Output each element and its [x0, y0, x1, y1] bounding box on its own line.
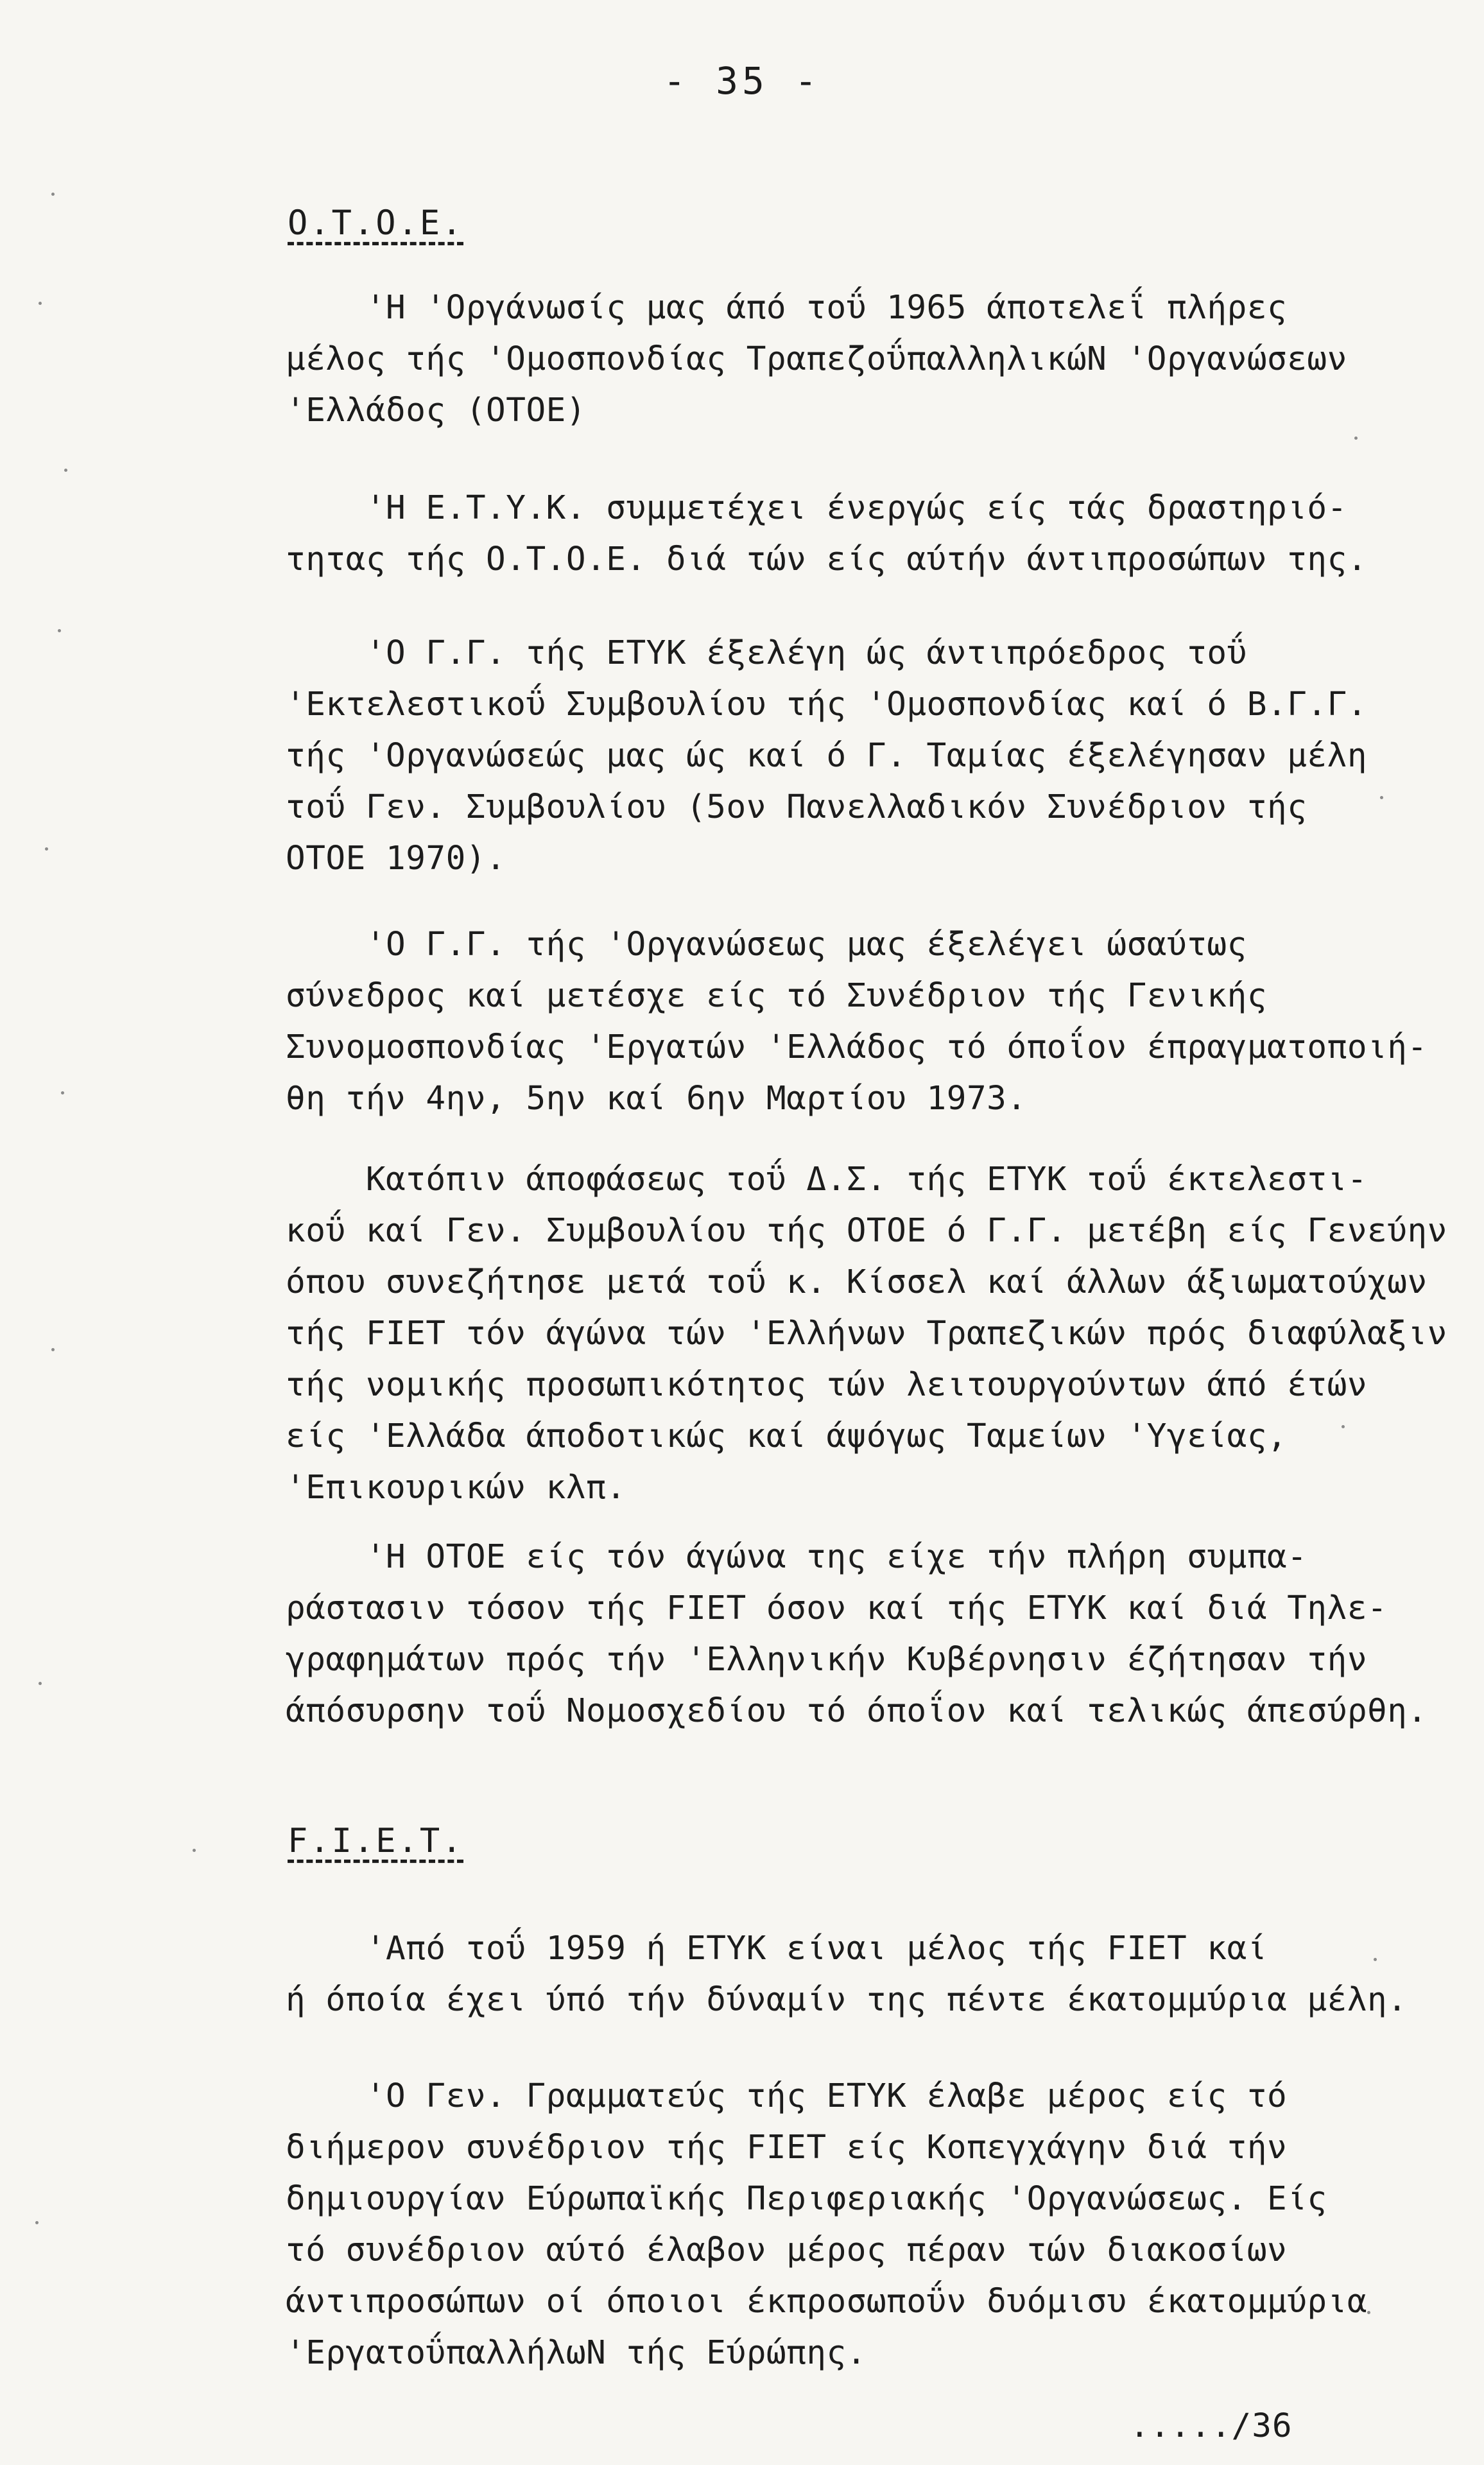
text-line: δημιουργίαν Εύρωπαϊκής Περιφεριακής 'Οργανώσεως. Είς: [286, 2180, 1327, 2218]
scan-speck: [1374, 1958, 1377, 1961]
page-number: - 35 -: [663, 59, 821, 103]
page-continuation-marker: ...../36: [1130, 2407, 1293, 2445]
text-line: τής νομικής προσωπικότητος τών λειτουργούντων άπό έτών: [286, 1366, 1368, 1404]
text-line: μέλος τής 'Ομοσπονδίας ΤραπεζοΰπαλληλικώΝ 'Οργανώσεων: [286, 340, 1347, 378]
text-line: 'Ελλάδος (ΟΤΟΕ): [286, 392, 587, 429]
text-line: τοΰ Γεν. Συμβουλίου (5ον Πανελλαδικόν Συνέδριον τής: [286, 788, 1307, 826]
text-line: 'Επικουρικών κλπ.: [286, 1469, 626, 1507]
text-line: όπου συνεζήτησε μετά τοΰ κ. Κίσσελ καί άλλων άξιωματούχων: [286, 1263, 1428, 1301]
text-line: ή όποία έχει ύπό τήν δύναμίν της πέντε έκατομμύρια μέλη.: [286, 1981, 1408, 2019]
text-line: ράστασιν τόσον τής FIET όσον καί τής ΕΤΥΚ καί διά Τηλε-: [286, 1589, 1388, 1627]
scan-speck: [64, 469, 67, 472]
text-line: 'Από τοΰ 1959 ή ΕΤΥΚ είναι μέλος τής FIET καί: [286, 1930, 1268, 1968]
text-line: Συνομοσπονδίας 'Εργατών 'Ελλάδος τό όποΐον έπραγματοποιή-: [286, 1028, 1428, 1066]
text-line: 'ΕργατοΰπαλλήλωΝ τής Εύρώπης.: [286, 2334, 867, 2372]
text-line: 'Εκτελεστικοΰ Συμβουλίου τής 'Ομοσπονδίας καί ό Β.Γ.Γ.: [286, 686, 1368, 723]
section-heading-fiet: F.I.E.T.: [288, 1822, 464, 1860]
text-line: 'Ο Γ.Γ. τής 'Οργανώσεως μας έξελέγει ώσαύτως: [286, 926, 1247, 964]
text-line: σύνεδρος καί μετέσχε είς τό Συνέδριον τής Γενικής: [286, 977, 1268, 1015]
paragraph: [286, 483, 1435, 585]
scan-speck: [51, 193, 55, 196]
scan-speck: [39, 302, 42, 305]
paragraph: [286, 1532, 1435, 1737]
scan-speck: [58, 629, 61, 632]
text-line: τής 'Οργανώσεώς μας ώς καί ό Γ. Ταμίας έξελέγησαν μέλη: [286, 737, 1368, 775]
text-line: γραφημάτων πρός τήν 'Ελληνικήν Κυβέρνησιν έζήτησαν τήν: [286, 1641, 1368, 1679]
text-line: είς 'Ελλάδα άποδοτικώς καί άψόγως Ταμείων 'Υγείας,: [286, 1417, 1288, 1455]
text-line: άπόσυρσην τοΰ Νομοσχεδίου τό όποΐον καί τελικώς άπεσύρθη.: [286, 1692, 1428, 1730]
text-line: τό συνέδριον αύτό έλαβον μέρος πέραν τών διακοσίων: [286, 2231, 1288, 2269]
text-line: 'Η Ε.Τ.Υ.Κ. συμμετέχει ένεργώς είς τάς δραστηριό-: [286, 489, 1347, 527]
scan-speck: [1380, 796, 1383, 799]
text-line: άντιπροσώπων οί όποιοι έκπροσωποΰν δυόμισυ έκατομμύρια: [286, 2283, 1368, 2321]
scan-speck: [45, 847, 48, 851]
text-line: Κατόπιν άποφάσεως τοΰ Δ.Σ. τής ΕΤΥΚ τοΰ έκτελεστι-: [286, 1161, 1368, 1198]
scan-speck: [1354, 437, 1358, 440]
text-line: ΟΤΟΕ 1970).: [286, 840, 506, 878]
paragraph: [286, 628, 1435, 885]
text-line: 'Ο Γ.Γ. τής ΕΤΥΚ έξελέγη ώς άντιπρόεδρος τοΰ: [286, 634, 1247, 672]
text-line: 'Ο Γεν. Γραμματεύς τής ΕΤΥΚ έλαβε μέρος είς τό: [286, 2077, 1288, 2115]
paragraph: [286, 2071, 1435, 2379]
text-line: τητας τής Ο.Τ.Ο.Ε. διά τών είς αύτήν άντιπροσώπων της.: [286, 541, 1368, 578]
paragraph: [286, 1923, 1435, 2026]
scan-speck: [61, 1091, 64, 1094]
text-line: θη τήν 4ην, 5ην καί 6ην Μαρτίου 1973.: [286, 1080, 1027, 1118]
scan-speck: [39, 1682, 42, 1685]
text-line: 'Η 'Οργάνωσίς μας άπό τοΰ 1965 άποτελεΐ πλήρες: [286, 289, 1288, 327]
text-line: 'Η ΟΤΟΕ είς τόν άγώνα της είχε τήν πλήρη συμπα-: [286, 1538, 1307, 1576]
text-line: τής FIET τόν άγώνα τών 'Ελλήνων Τραπεζικών πρός διαφύλαξιν: [286, 1315, 1447, 1353]
scan-speck: [51, 1348, 55, 1351]
scan-speck: [193, 1849, 196, 1852]
scan-speck: [35, 2221, 39, 2224]
scan-speck: [1367, 2311, 1370, 2314]
paragraph: [286, 282, 1435, 437]
paragraph: [286, 919, 1435, 1125]
paragraph: [286, 1154, 1447, 1514]
text-line: κοΰ καί Γεν. Συμβουλίου τής ΟΤΟΕ ό Γ.Γ. μετέβη είς Γενεύην: [286, 1212, 1447, 1250]
text-line: διήμερον συνέδριον τής FIET είς Κοπεγχάγην διά τήν: [286, 2129, 1288, 2167]
scan-speck: [1342, 1425, 1345, 1428]
section-heading-otoe: Ο.Τ.Ο.Ε.: [288, 204, 464, 243]
